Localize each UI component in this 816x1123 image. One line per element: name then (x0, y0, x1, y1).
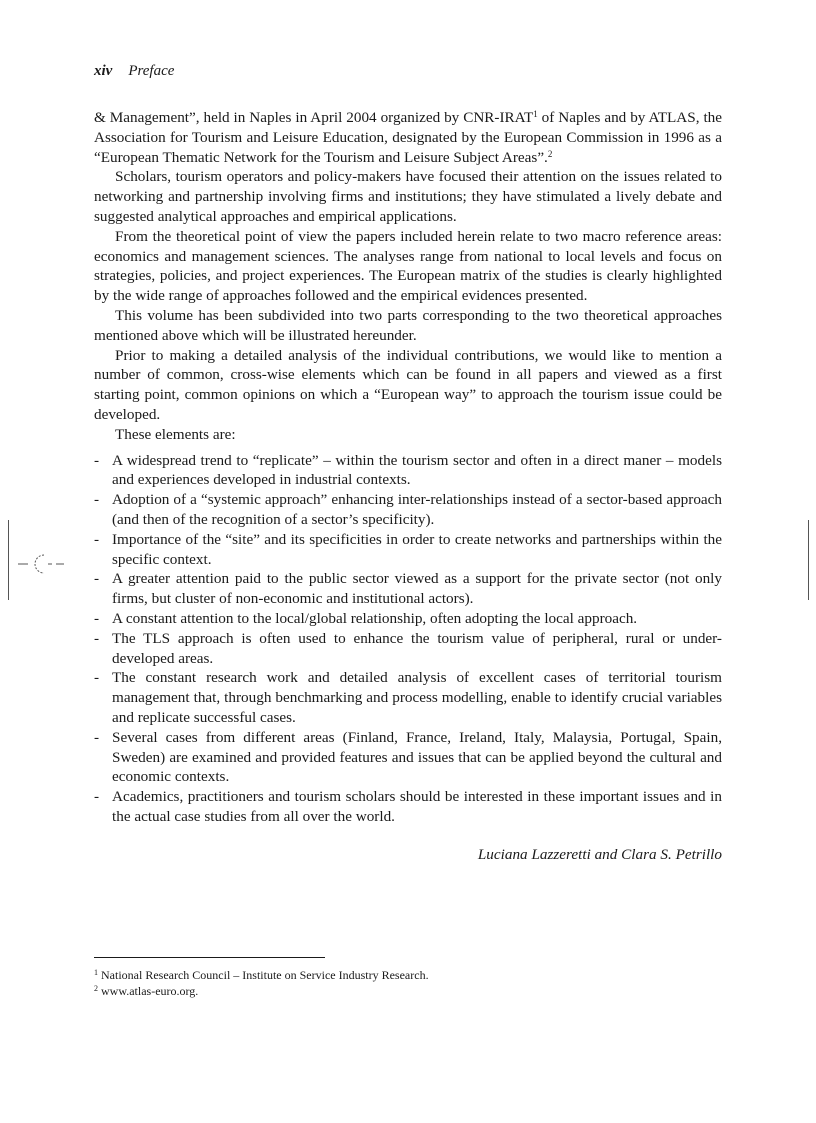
body-text (94, 108, 722, 864)
list-dash: - (94, 570, 100, 588)
footnote-ref-1: 1 (533, 109, 538, 119)
list-item (94, 490, 722, 530)
paragraph-1-text-a: & Management”, held in Naples in April 2004 organized by CNR-IRAT (94, 109, 534, 126)
list-item-text: Adoption of a “systemic approach” enhancing inter-relationships instead of a sector-based approach (and then of the recognition of a sector’s specificity). (112, 491, 722, 528)
list-item (94, 609, 722, 629)
list-dash: - (94, 788, 100, 806)
paragraph-1-text-b: of Naples and by ATLAS, the Association for Tourism and Leisure Education, designated by the European Commission in 1996 as a “European Thematic Network for the Tourism and Leisure Subject Areas”. (94, 109, 722, 166)
crop-line-right (808, 520, 809, 600)
list-item-text: The TLS approach is often used to enhance the tourism value of peripheral, rural or under-developed areas. (112, 629, 722, 667)
footnote-1 (94, 967, 429, 983)
list-item (94, 668, 722, 727)
list-item-text: A greater attention paid to the public sector viewed as a support for the private sector (not only firms, but cluster of non-economic and institutional actors). (112, 570, 722, 608)
footnote-2 (94, 983, 429, 999)
footnotes (94, 967, 429, 999)
footnote-ref-2: 2 (547, 148, 553, 159)
footnote-marker: 2 (94, 984, 98, 993)
page-number: xiv (94, 63, 113, 79)
paragraph-5: Prior to making a detailed analysis of the individual contributions, we would like to mention a number of common, cross-wise elements which can be found in all papers and viewed as a first starting point, common opinions on which a “European way” to approach the tourism issue could be developed. (94, 346, 722, 423)
list-dash: - (94, 491, 100, 509)
list-dash: - (94, 451, 100, 469)
paragraph-6: These elements are: (115, 425, 236, 443)
list-item (94, 629, 722, 669)
list-item (94, 569, 722, 609)
list-item-text: Academics, practitioners and tourism scholars should be interested in these important issues and in the actual case studies from all over the world. (112, 788, 722, 825)
list-item-text: Several cases from different areas (Finland, France, Ireland, Italy, Malaysia, Portugal, Spain, Sweden) are examined and provided features and issues that can be applied beyond the cultural and economic contexts. (112, 728, 722, 786)
list-item-text: A constant attention to the local/global relationship, often adopting the local approach. (112, 609, 638, 627)
paragraph-2: Scholars, tourism operators and policy-makers have focused their attention on the issues related to networking and partnership involving firms and institutions; they have stimulated a lively debate and suggested analytical approaches and empirical applications. (94, 168, 722, 225)
paragraph-3: From the theoretical point of view the papers included herein relate to two macro reference areas: economics and management sciences. The analyses range from national to local levels and focus on strategies, policies, and project experiences. The European matrix of the studies is clearly highlighted by the wide range of approaches followed and the empirical evidences presented. (94, 227, 722, 305)
paragraph-4: This volume has been subdivided into two parts corresponding to the two theoretical approaches mentioned above which will be illustrated hereunder. (94, 306, 722, 344)
list-item (94, 451, 722, 491)
list-dash: - (94, 728, 100, 746)
footnote-text: www.atlas-euro.org. (101, 984, 199, 998)
list-item-text: A widespread trend to “replicate” – within the tourism sector and often in a direct maner – models and experiences developed in industrial contexts. (112, 451, 722, 489)
running-title: Preface (128, 63, 175, 79)
list-item-text: The constant research work and detailed analysis of excellent cases of territorial tourism management that, through benchmarking and process modelling, enable to identify crucial variables and replicate successful cases. (112, 669, 722, 726)
list-dash: - (94, 530, 100, 548)
paragraph-1 (94, 108, 722, 167)
footnote-divider (94, 957, 325, 958)
list-item-text: Importance of the “site” and its specificities in order to create networks and partnerships within the specific context. (112, 530, 722, 568)
list-item (94, 787, 722, 827)
list-item (94, 530, 722, 570)
footnote-marker: 1 (94, 968, 98, 977)
list-dash: - (94, 629, 100, 647)
list-dash: - (94, 609, 100, 627)
list-dash: - (94, 669, 100, 687)
crop-line-left (8, 520, 9, 600)
elements-list (94, 451, 722, 827)
list-item (94, 728, 722, 787)
running-header (94, 62, 174, 80)
footnote-text: National Research Council – Institute on Service Industry Research. (101, 968, 429, 982)
registration-mark-icon (18, 552, 66, 576)
author-signature: Luciana Lazzeretti and Clara S. Petrillo (477, 845, 722, 863)
